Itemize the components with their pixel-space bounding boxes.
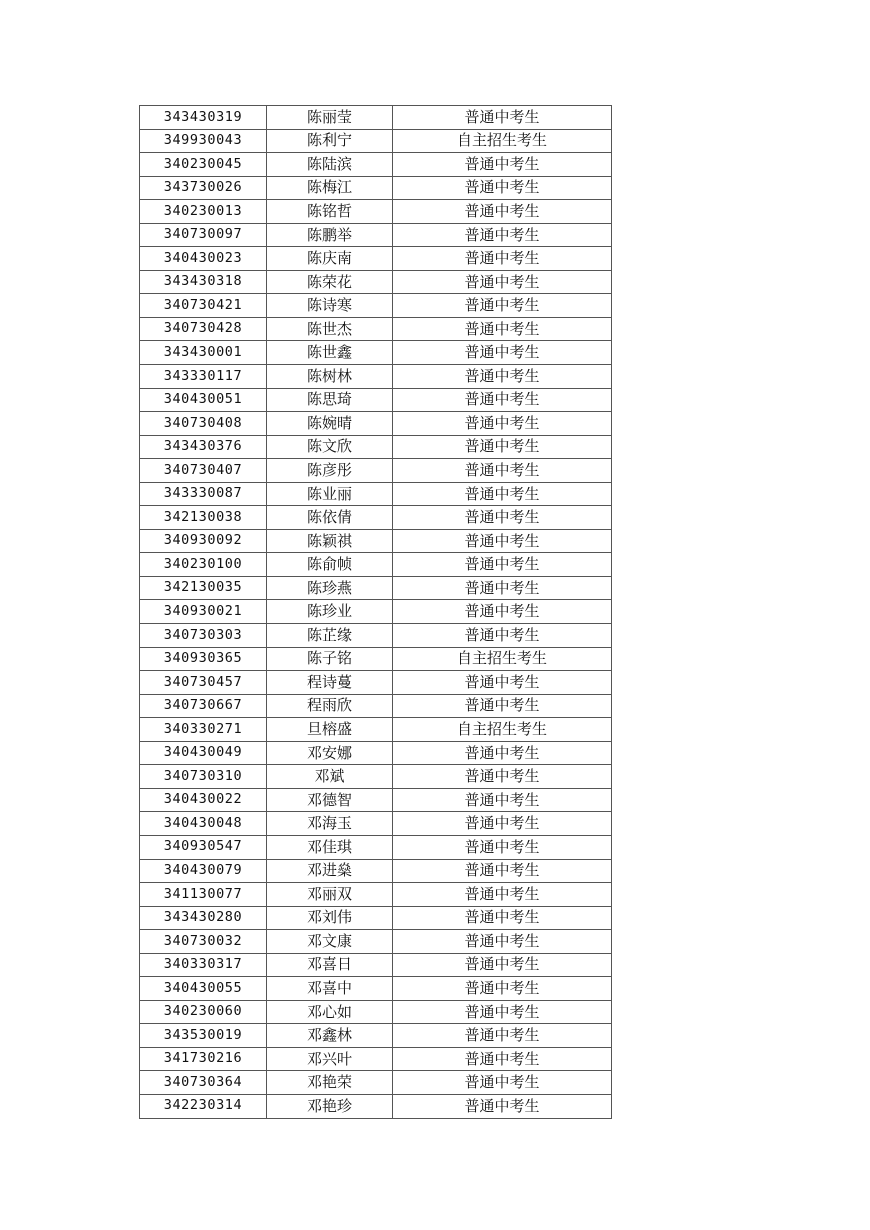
table-row [140, 129, 612, 153]
exam-number-cell: 340430079 [140, 859, 267, 883]
exam-number-cell: 340930021 [140, 600, 267, 624]
student-name-cell: 陈荣花 [267, 270, 393, 294]
exam-number-cell: 340730097 [140, 223, 267, 247]
table-row [140, 906, 612, 930]
exam-number-cell: 340430023 [140, 247, 267, 271]
table-row [140, 765, 612, 789]
exam-number-cell: 340730408 [140, 412, 267, 436]
table-body [140, 106, 612, 1119]
table-row [140, 741, 612, 765]
student-name-cell: 邓德智 [267, 788, 393, 812]
student-name-cell: 陈利宁 [267, 129, 393, 153]
student-name-cell: 陈鹏举 [267, 223, 393, 247]
table-row [140, 788, 612, 812]
student-name-cell: 邓斌 [267, 765, 393, 789]
table-row [140, 176, 612, 200]
exam-number-cell: 343530019 [140, 1024, 267, 1048]
candidate-type-cell: 普通中考生 [393, 835, 612, 859]
candidate-type-cell: 普通中考生 [393, 1000, 612, 1024]
candidate-type-cell: 普通中考生 [393, 883, 612, 907]
table-row [140, 106, 612, 130]
candidate-type-cell: 普通中考生 [393, 317, 612, 341]
candidate-type-cell: 普通中考生 [393, 529, 612, 553]
student-name-cell: 邓艳荣 [267, 1071, 393, 1095]
candidate-type-cell: 普通中考生 [393, 788, 612, 812]
student-name-cell: 邓海玉 [267, 812, 393, 836]
exam-number-cell: 341130077 [140, 883, 267, 907]
student-name-cell: 陈俞帧 [267, 553, 393, 577]
table-row [140, 506, 612, 530]
candidate-type-cell: 普通中考生 [393, 576, 612, 600]
table-row [140, 812, 612, 836]
student-list-table [139, 105, 612, 1119]
candidate-type-cell: 普通中考生 [393, 341, 612, 365]
table-row [140, 859, 612, 883]
student-name-cell: 陈庆南 [267, 247, 393, 271]
table-row [140, 223, 612, 247]
candidate-type-cell: 普通中考生 [393, 694, 612, 718]
exam-number-cell: 340730032 [140, 930, 267, 954]
candidate-type-cell: 普通中考生 [393, 1071, 612, 1095]
exam-number-cell: 340330271 [140, 718, 267, 742]
candidate-type-cell: 自主招生考生 [393, 718, 612, 742]
exam-number-cell: 340730407 [140, 459, 267, 483]
student-name-cell: 邓佳琪 [267, 835, 393, 859]
candidate-type-cell: 自主招生考生 [393, 129, 612, 153]
exam-number-cell: 340430055 [140, 977, 267, 1001]
table-row [140, 600, 612, 624]
student-name-cell: 陈陆滨 [267, 153, 393, 177]
table-row [140, 1024, 612, 1048]
exam-number-cell: 340430049 [140, 741, 267, 765]
table-row [140, 435, 612, 459]
table-row [140, 694, 612, 718]
exam-number-cell: 343430318 [140, 270, 267, 294]
student-name-cell: 陈树林 [267, 365, 393, 389]
exam-number-cell: 340230100 [140, 553, 267, 577]
table-row [140, 647, 612, 671]
exam-number-cell: 340730310 [140, 765, 267, 789]
student-name-cell: 旦榕盛 [267, 718, 393, 742]
table-row [140, 365, 612, 389]
table-row [140, 576, 612, 600]
table-row [140, 482, 612, 506]
candidate-type-cell: 普通中考生 [393, 765, 612, 789]
table-row [140, 153, 612, 177]
candidate-type-cell: 普通中考生 [393, 553, 612, 577]
candidate-type-cell: 普通中考生 [393, 106, 612, 130]
candidate-type-cell: 普通中考生 [393, 435, 612, 459]
exam-number-cell: 340430051 [140, 388, 267, 412]
table-row [140, 977, 612, 1001]
table-row [140, 388, 612, 412]
exam-number-cell: 340730428 [140, 317, 267, 341]
table-row [140, 624, 612, 648]
candidate-type-cell: 普通中考生 [393, 859, 612, 883]
candidate-type-cell: 普通中考生 [393, 153, 612, 177]
student-name-cell: 陈世鑫 [267, 341, 393, 365]
candidate-type-cell: 普通中考生 [393, 459, 612, 483]
candidate-type-cell: 普通中考生 [393, 247, 612, 271]
candidate-type-cell: 普通中考生 [393, 482, 612, 506]
student-name-cell: 陈铭哲 [267, 200, 393, 224]
exam-number-cell: 340930365 [140, 647, 267, 671]
student-name-cell: 陈婉晴 [267, 412, 393, 436]
candidate-type-cell: 普通中考生 [393, 294, 612, 318]
exam-number-cell: 343430280 [140, 906, 267, 930]
exam-number-cell: 340930092 [140, 529, 267, 553]
student-name-cell: 邓兴叶 [267, 1047, 393, 1071]
student-name-cell: 邓进燊 [267, 859, 393, 883]
student-name-cell: 陈芷缘 [267, 624, 393, 648]
student-name-cell: 陈思琦 [267, 388, 393, 412]
exam-number-cell: 340730364 [140, 1071, 267, 1095]
table-row [140, 553, 612, 577]
table-row [140, 529, 612, 553]
student-name-cell: 陈诗寒 [267, 294, 393, 318]
candidate-type-cell: 普通中考生 [393, 624, 612, 648]
exam-number-cell: 343330117 [140, 365, 267, 389]
exam-number-cell: 343430001 [140, 341, 267, 365]
candidate-type-cell: 普通中考生 [393, 412, 612, 436]
exam-number-cell: 342230314 [140, 1094, 267, 1118]
candidate-type-cell: 普通中考生 [393, 600, 612, 624]
candidate-type-cell: 普通中考生 [393, 671, 612, 695]
table-row [140, 270, 612, 294]
table-row [140, 1000, 612, 1024]
exam-number-cell: 349930043 [140, 129, 267, 153]
table-row [140, 835, 612, 859]
exam-number-cell: 340730457 [140, 671, 267, 695]
candidate-type-cell: 普通中考生 [393, 953, 612, 977]
student-name-cell: 邓心如 [267, 1000, 393, 1024]
table-row [140, 317, 612, 341]
candidate-type-cell: 普通中考生 [393, 223, 612, 247]
student-name-cell: 陈文欣 [267, 435, 393, 459]
student-name-cell: 邓安娜 [267, 741, 393, 765]
candidate-type-cell: 普通中考生 [393, 906, 612, 930]
table-row [140, 671, 612, 695]
exam-number-cell: 340430022 [140, 788, 267, 812]
student-name-cell: 邓刘伟 [267, 906, 393, 930]
student-name-cell: 陈梅江 [267, 176, 393, 200]
student-name-cell: 陈颖祺 [267, 529, 393, 553]
table-row [140, 459, 612, 483]
table-row [140, 1071, 612, 1095]
table-row [140, 718, 612, 742]
table-row [140, 1094, 612, 1118]
table-row [140, 200, 612, 224]
exam-number-cell: 340230013 [140, 200, 267, 224]
table-row [140, 930, 612, 954]
exam-number-cell: 340730303 [140, 624, 267, 648]
student-name-cell: 邓艳珍 [267, 1094, 393, 1118]
student-name-cell: 邓文康 [267, 930, 393, 954]
table-row [140, 247, 612, 271]
student-name-cell: 程诗蔓 [267, 671, 393, 695]
candidate-type-cell: 普通中考生 [393, 1047, 612, 1071]
student-name-cell: 陈依倩 [267, 506, 393, 530]
candidate-type-cell: 普通中考生 [393, 741, 612, 765]
student-name-cell: 陈业丽 [267, 482, 393, 506]
exam-number-cell: 340230045 [140, 153, 267, 177]
student-name-cell: 陈丽莹 [267, 106, 393, 130]
candidate-type-cell: 普通中考生 [393, 388, 612, 412]
table-row [140, 1047, 612, 1071]
table-row [140, 412, 612, 436]
exam-number-cell: 340230060 [140, 1000, 267, 1024]
exam-number-cell: 341730216 [140, 1047, 267, 1071]
candidate-type-cell: 普通中考生 [393, 270, 612, 294]
table-row [140, 953, 612, 977]
student-name-cell: 邓喜日 [267, 953, 393, 977]
candidate-type-cell: 普通中考生 [393, 176, 612, 200]
candidate-type-cell: 普通中考生 [393, 506, 612, 530]
exam-number-cell: 340730667 [140, 694, 267, 718]
table-row [140, 294, 612, 318]
exam-number-cell: 340330317 [140, 953, 267, 977]
exam-number-cell: 343730026 [140, 176, 267, 200]
student-name-cell: 程雨欣 [267, 694, 393, 718]
table-row [140, 883, 612, 907]
student-name-cell: 陈世杰 [267, 317, 393, 341]
exam-number-cell: 340730421 [140, 294, 267, 318]
candidate-type-cell: 普通中考生 [393, 200, 612, 224]
student-name-cell: 陈珍燕 [267, 576, 393, 600]
candidate-type-cell: 普通中考生 [393, 977, 612, 1001]
candidate-type-cell: 普通中考生 [393, 812, 612, 836]
candidate-type-cell: 自主招生考生 [393, 647, 612, 671]
candidate-type-cell: 普通中考生 [393, 365, 612, 389]
candidate-type-cell: 普通中考生 [393, 1094, 612, 1118]
exam-number-cell: 342130038 [140, 506, 267, 530]
student-name-cell: 陈珍业 [267, 600, 393, 624]
student-name-cell: 邓丽双 [267, 883, 393, 907]
candidate-type-cell: 普通中考生 [393, 1024, 612, 1048]
student-name-cell: 邓喜中 [267, 977, 393, 1001]
exam-number-cell: 343430319 [140, 106, 267, 130]
candidate-type-cell: 普通中考生 [393, 930, 612, 954]
student-name-cell: 陈子铭 [267, 647, 393, 671]
exam-number-cell: 343330087 [140, 482, 267, 506]
exam-number-cell: 343430376 [140, 435, 267, 459]
exam-number-cell: 340930547 [140, 835, 267, 859]
exam-number-cell: 340430048 [140, 812, 267, 836]
table-row [140, 341, 612, 365]
student-name-cell: 邓鑫林 [267, 1024, 393, 1048]
student-name-cell: 陈彦彤 [267, 459, 393, 483]
exam-number-cell: 342130035 [140, 576, 267, 600]
